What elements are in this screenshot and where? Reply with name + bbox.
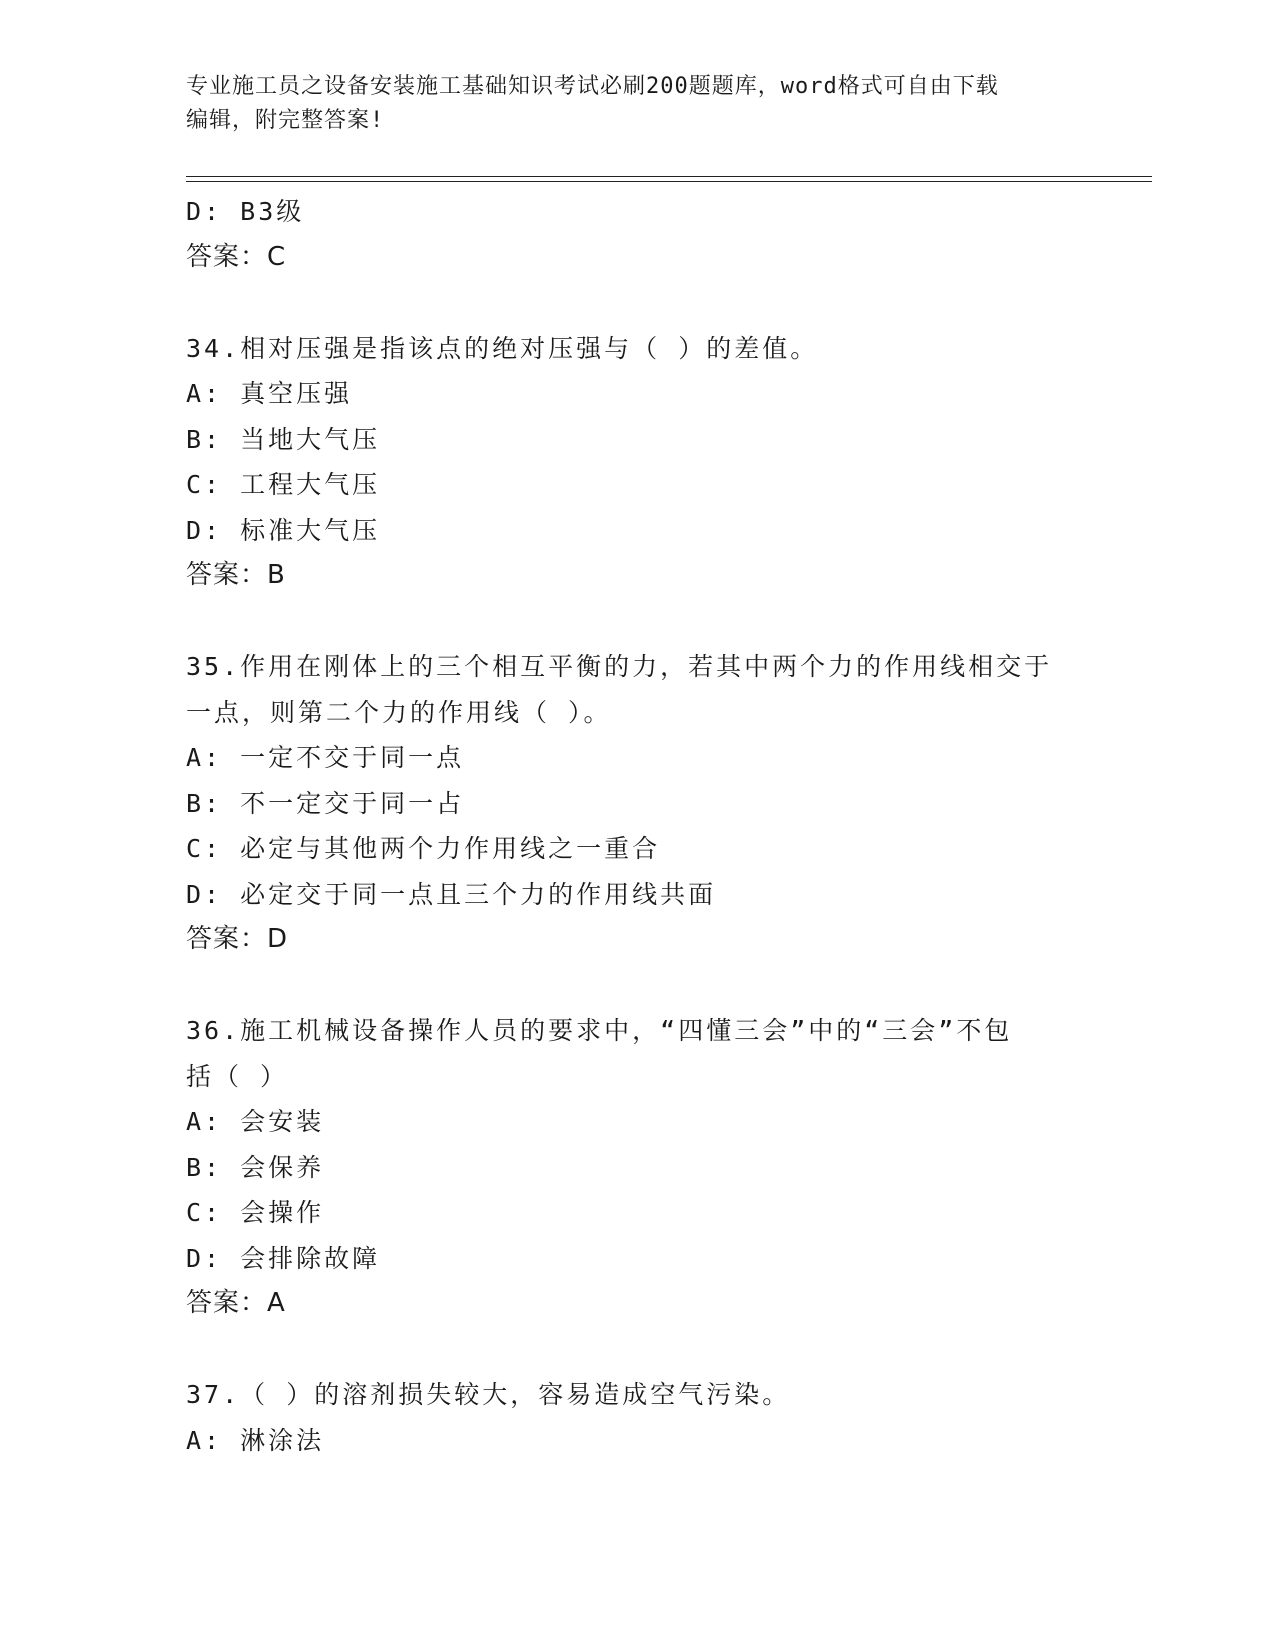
header-title-line1: 专业施工员之设备安装施工基础知识考试必刷200题题库，word格式可自由下载 [186, 74, 999, 99]
header-divider-top [186, 176, 1152, 177]
question-text: 37.（ ）的溶剂损失较大，容易造成空气污染。 [186, 1380, 791, 1409]
question-text: 34.相对压强是指该点的绝对压强与（ ）的差值。 [186, 333, 819, 363]
question-block-34 [186, 326, 1086, 599]
question-text-line2: 一点，则第二个力的作用线（ ）。 [186, 697, 612, 727]
question-text-line1: 35.作用在刚体上的三个相互平衡的力，若其中两个力的作用线相交于 [186, 652, 1053, 681]
option-c: C: 会操作 [186, 1198, 325, 1227]
option-a: A: 会安装 [186, 1107, 325, 1136]
option-d: D: 会排除故障 [186, 1243, 381, 1273]
option-a: A: 淋涂法 [186, 1425, 325, 1455]
option-b: B: 不一定交于同一占 [186, 788, 465, 818]
spacer [186, 280, 1086, 326]
header-title-line2: 编辑，附完整答案! [186, 108, 385, 133]
answer: 答案：C [186, 241, 287, 272]
spacer [186, 599, 1086, 645]
option-d: D: B3级 [186, 197, 305, 226]
option-b: B: 当地大气压 [186, 424, 381, 454]
option-c: C: 工程大气压 [186, 470, 381, 499]
question-block-33 [186, 189, 1086, 280]
option-b: B: 会保养 [186, 1152, 325, 1182]
option-d: D: 必定交于同一点且三个力的作用线共面 [186, 879, 717, 909]
option-c: C: 必定与其他两个力作用线之一重合 [186, 834, 661, 863]
answer: 答案：B [186, 560, 286, 590]
option-d: D: 标准大气压 [186, 515, 381, 545]
question-block-36 [186, 1008, 1086, 1327]
option-a: A: 一定不交于同一点 [186, 743, 465, 772]
page-header [186, 70, 1066, 138]
question-text-line1: 36.施工机械设备操作人员的要求中，“四懂三会”中的“三会”不包 [186, 1016, 1013, 1045]
answer: 答案：A [186, 1288, 286, 1318]
answer: 答案：D [186, 924, 289, 954]
question-list [186, 189, 1086, 1463]
question-text-line2: 括（ ） [186, 1061, 289, 1091]
spacer [186, 963, 1086, 1009]
question-block-35 [186, 644, 1086, 963]
header-divider-bottom [186, 181, 1152, 182]
option-a: A: 真空压强 [186, 379, 353, 408]
spacer [186, 1327, 1086, 1373]
question-block-37 [186, 1372, 1086, 1463]
